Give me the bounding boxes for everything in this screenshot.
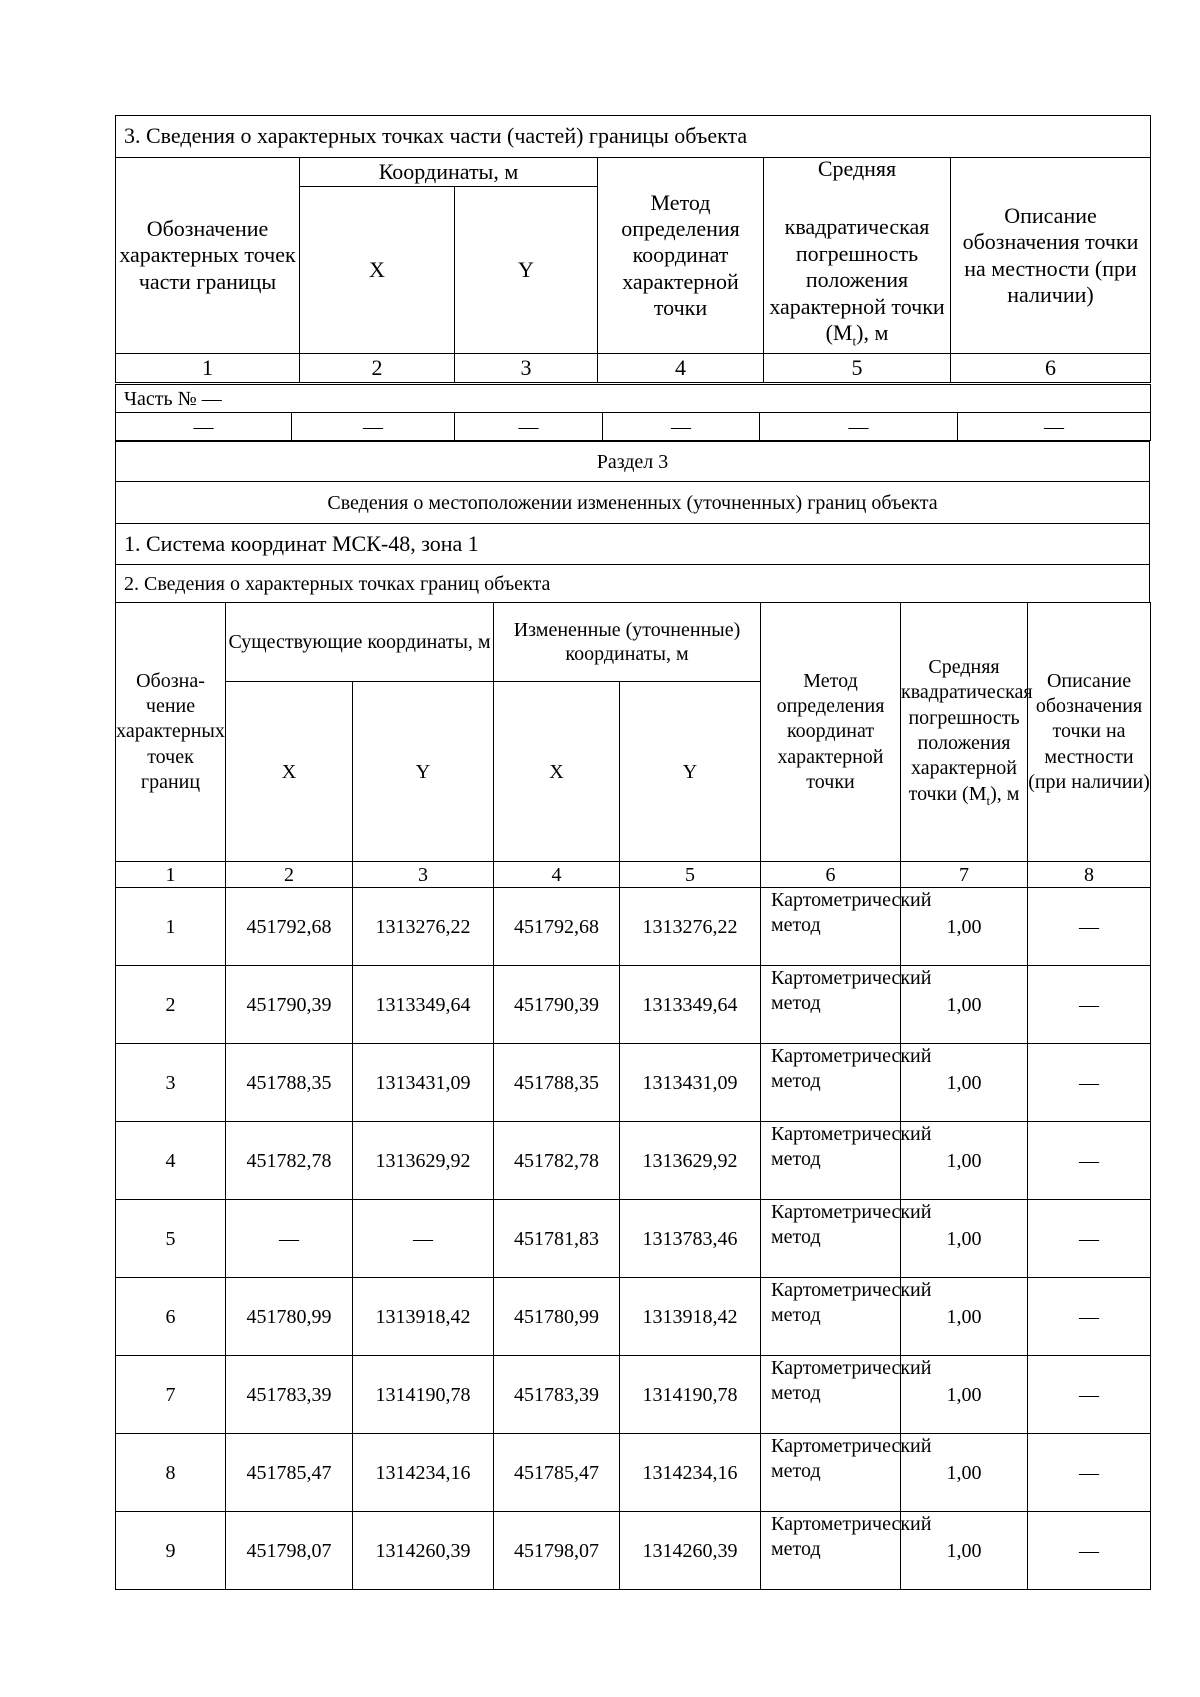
points-header-description: Описание обозначения точки на местности (при наличии) <box>1028 603 1151 862</box>
table-row <box>116 1356 1151 1434</box>
header-error-line1: Средняя <box>817 156 897 182</box>
header-coordinates: Координаты, м <box>300 158 598 187</box>
column-number: 2 <box>300 354 455 383</box>
existing-x-cell: 451785,47 <box>226 1434 353 1512</box>
table-row <box>116 1434 1151 1512</box>
empty-cell: — <box>116 413 292 441</box>
table-row <box>116 966 1151 1044</box>
coordinate-system: 1. Система координат МСК-48, зона 1 <box>116 524 1150 565</box>
column-number: 6 <box>951 354 1151 383</box>
changed-y-cell: 1313431,09 <box>620 1044 761 1122</box>
existing-x-cell: — <box>226 1200 353 1278</box>
column-numbers-row <box>116 354 1151 383</box>
table-row <box>116 1278 1151 1356</box>
changed-x-cell: 451780,99 <box>494 1278 620 1356</box>
table-row <box>116 1122 1151 1200</box>
existing-y-cell: — <box>353 1200 494 1278</box>
existing-x-cell: 451783,39 <box>226 1356 353 1434</box>
empty-cell: — <box>292 413 455 441</box>
changed-y-cell: 1313349,64 <box>620 966 761 1044</box>
error-cell: 1,00 <box>901 1434 1028 1512</box>
existing-x-cell: 451780,99 <box>226 1278 353 1356</box>
column-number: 1 <box>116 354 300 383</box>
column-number: 4 <box>598 354 764 383</box>
point-number-cell: 7 <box>116 1356 226 1434</box>
table-row <box>116 1200 1151 1278</box>
header-description: Описание обозначения точки на местности (при наличии) <box>951 158 1151 354</box>
existing-y-cell: 1313629,92 <box>353 1122 494 1200</box>
points-header-changed-y: Y <box>620 682 761 862</box>
changed-y-cell: 1314260,39 <box>620 1512 761 1590</box>
header-error <box>764 158 951 354</box>
points-header-changed-x: X <box>494 682 620 862</box>
description-cell: — <box>1028 1122 1151 1200</box>
column-number: 8 <box>1028 862 1151 888</box>
column-number: 1 <box>116 862 226 888</box>
error-cell: 1,00 <box>901 1122 1028 1200</box>
method-cell: Картометрический метод <box>761 1434 901 1512</box>
header-y: Y <box>455 187 598 354</box>
method-cell: Картометрический метод <box>761 1356 901 1434</box>
point-number-cell: 6 <box>116 1278 226 1356</box>
existing-y-cell: 1313431,09 <box>353 1044 494 1122</box>
existing-x-cell: 451788,35 <box>226 1044 353 1122</box>
existing-y-cell: 1313918,42 <box>353 1278 494 1356</box>
point-number-cell: 3 <box>116 1044 226 1122</box>
existing-x-cell: 451798,07 <box>226 1512 353 1590</box>
description-cell: — <box>1028 1278 1151 1356</box>
error-cell: 1,00 <box>901 1044 1028 1122</box>
points-header-existing: Существующие координаты, м <box>226 603 494 682</box>
description-cell: — <box>1028 966 1151 1044</box>
points-header-existing-x: X <box>226 682 353 862</box>
section3-subtitle: Сведения о местоположении измененных (уточненных) границ объекта <box>116 482 1150 524</box>
existing-y-cell: 1313276,22 <box>353 888 494 966</box>
existing-x-cell: 451790,39 <box>226 966 353 1044</box>
changed-y-cell: 1314190,78 <box>620 1356 761 1434</box>
points-header-existing-y: Y <box>353 682 494 862</box>
changed-y-cell: 1314234,16 <box>620 1434 761 1512</box>
point-number-cell: 2 <box>116 966 226 1044</box>
existing-y-cell: 1313349,64 <box>353 966 494 1044</box>
points-header-changed: Измененные (уточненные) координаты, м <box>494 603 761 682</box>
description-cell: — <box>1028 1200 1151 1278</box>
empty-cell: — <box>760 413 958 441</box>
description-cell: — <box>1028 1356 1151 1434</box>
changed-x-cell: 451785,47 <box>494 1434 620 1512</box>
header-x: X <box>300 187 455 354</box>
existing-y-cell: 1314234,16 <box>353 1434 494 1512</box>
column-number: 6 <box>761 862 901 888</box>
point-number-cell: 5 <box>116 1200 226 1278</box>
table-row <box>116 888 1151 966</box>
error-cell: 1,00 <box>901 1278 1028 1356</box>
column-number: 4 <box>494 862 620 888</box>
column-number: 5 <box>764 354 951 383</box>
method-cell: Картометрический метод <box>761 966 901 1044</box>
part-section-title: 3. Сведения о характерных точках части (частей) границы объекта <box>116 116 1151 158</box>
changed-x-cell: 451781,83 <box>494 1200 620 1278</box>
point-number-cell: 4 <box>116 1122 226 1200</box>
error-cell: 1,00 <box>901 966 1028 1044</box>
method-cell: Картометрический метод <box>761 888 901 966</box>
header-designation: Обозначение характерных точек части границы <box>116 158 300 354</box>
header-error-rest: квадратическая погрешность положения характерной точки $(M_t)$, м <box>769 214 945 349</box>
description-cell: — <box>1028 1044 1151 1122</box>
column-number: 3 <box>455 354 598 383</box>
points-header-designation: Обозна-чение характерных точек границ <box>116 603 226 862</box>
method-cell: Картометрический метод <box>761 1278 901 1356</box>
point-number-cell: 8 <box>116 1434 226 1512</box>
method-cell: Картометрический метод <box>761 1044 901 1122</box>
section3-title: Раздел 3 <box>116 442 1150 482</box>
changed-x-cell: 451782,78 <box>494 1122 620 1200</box>
error-cell: 1,00 <box>901 1512 1028 1590</box>
points-header-error: Средняя квадратическая погрешность положения характерной точки $(M_t)$, м <box>901 603 1028 862</box>
point-number-cell: 1 <box>116 888 226 966</box>
error-cell: 1,00 <box>901 1200 1028 1278</box>
empty-cell: — <box>603 413 760 441</box>
existing-x-cell: 451782,78 <box>226 1122 353 1200</box>
changed-x-cell: 451798,07 <box>494 1512 620 1590</box>
description-cell: — <box>1028 1512 1151 1590</box>
changed-x-cell: 451788,35 <box>494 1044 620 1122</box>
changed-y-cell: 1313629,92 <box>620 1122 761 1200</box>
part-number-table <box>115 384 1151 441</box>
description-cell: — <box>1028 1434 1151 1512</box>
method-cell: Картометрический метод <box>761 1200 901 1278</box>
changed-y-cell: 1313918,42 <box>620 1278 761 1356</box>
empty-row <box>116 413 1151 441</box>
method-cell: Картометрический метод <box>761 1512 901 1590</box>
changed-x-cell: 451792,68 <box>494 888 620 966</box>
header-method: Метод определения координат характерной точки <box>598 158 764 354</box>
error-cell: 1,00 <box>901 888 1028 966</box>
points-column-numbers-row <box>116 862 1151 888</box>
changed-x-cell: 451790,39 <box>494 966 620 1044</box>
existing-x-cell: 451792,68 <box>226 888 353 966</box>
table-row <box>116 1512 1151 1590</box>
points-title: 2. Сведения о характерных точках границ объекта <box>116 565 1150 603</box>
column-number: 3 <box>353 862 494 888</box>
part-points-table <box>115 115 1151 383</box>
changed-y-cell: 1313276,22 <box>620 888 761 966</box>
table-row <box>116 1044 1151 1122</box>
method-cell: Картометрический метод <box>761 1122 901 1200</box>
error-cell: 1,00 <box>901 1356 1028 1434</box>
point-number-cell: 9 <box>116 1512 226 1590</box>
changed-x-cell: 451783,39 <box>494 1356 620 1434</box>
column-number: 2 <box>226 862 353 888</box>
empty-cell: — <box>958 413 1151 441</box>
section3-header-table <box>115 441 1150 603</box>
points-table <box>115 602 1151 1590</box>
changed-y-cell: 1313783,46 <box>620 1200 761 1278</box>
empty-cell: — <box>455 413 603 441</box>
part-label: Часть № — <box>116 385 1151 413</box>
column-number: 5 <box>620 862 761 888</box>
description-cell: — <box>1028 888 1151 966</box>
column-number: 7 <box>901 862 1028 888</box>
existing-y-cell: 1314190,78 <box>353 1356 494 1434</box>
existing-y-cell: 1314260,39 <box>353 1512 494 1590</box>
points-header-method: Метод определения координат характерной точки <box>761 603 901 862</box>
